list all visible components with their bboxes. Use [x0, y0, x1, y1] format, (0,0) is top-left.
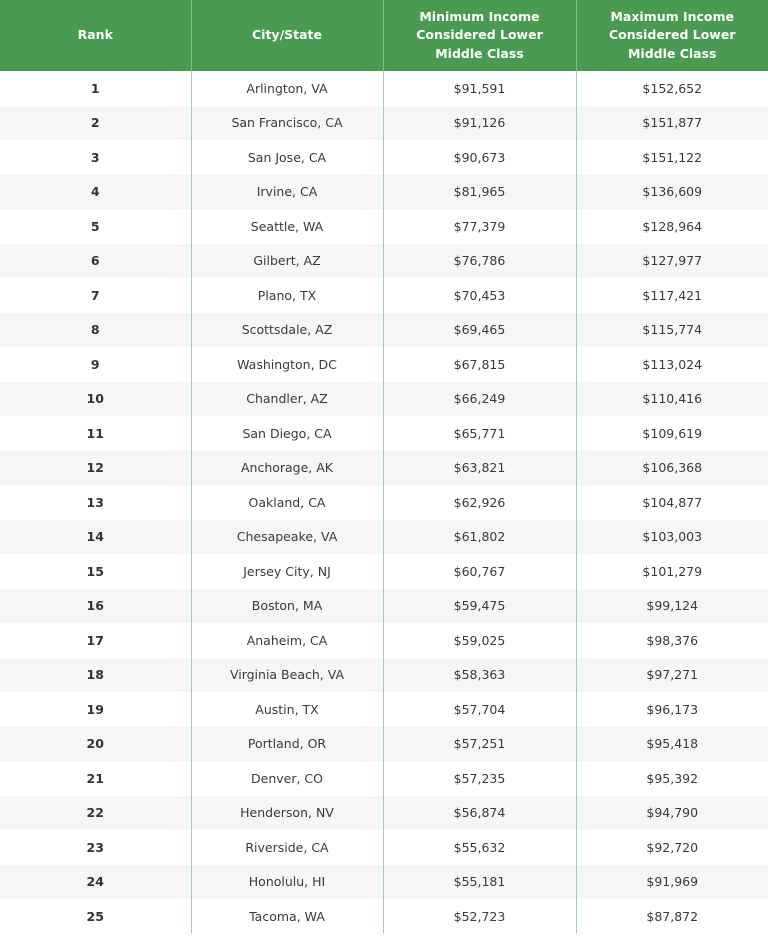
max-income-cell: $109,619	[576, 416, 768, 451]
table-row	[0, 658, 768, 693]
max-income-cell: $115,774	[576, 313, 768, 348]
table-row	[0, 554, 768, 589]
city-cell: Virginia Beach, VA	[191, 658, 383, 693]
min-income-cell: $52,723	[383, 899, 576, 934]
min-income-cell: $90,673	[383, 140, 576, 175]
min-income-cell: $91,591	[383, 71, 576, 106]
city-cell: Scottsdale, AZ	[191, 313, 383, 348]
table-row	[0, 485, 768, 520]
min-income-cell: $91,126	[383, 106, 576, 141]
max-income-cell: $95,418	[576, 727, 768, 762]
table-row	[0, 278, 768, 313]
max-income-cell: $104,877	[576, 485, 768, 520]
table-row	[0, 71, 768, 106]
table-row	[0, 727, 768, 762]
table-row	[0, 761, 768, 796]
min-income-cell: $70,453	[383, 278, 576, 313]
city-cell: Honolulu, HI	[191, 865, 383, 900]
table-row	[0, 140, 768, 175]
min-income-cell: $56,874	[383, 796, 576, 831]
min-income-cell: $60,767	[383, 554, 576, 589]
table-row	[0, 451, 768, 486]
rank-cell: 4	[0, 175, 191, 210]
max-income-cell: $110,416	[576, 382, 768, 417]
city-cell: Chesapeake, VA	[191, 520, 383, 555]
table-row	[0, 830, 768, 865]
rank-cell: 8	[0, 313, 191, 348]
city-cell: San Diego, CA	[191, 416, 383, 451]
max-income-cell: $151,122	[576, 140, 768, 175]
max-income-cell: $136,609	[576, 175, 768, 210]
max-income-cell: $151,877	[576, 106, 768, 141]
max-income-cell: $128,964	[576, 209, 768, 244]
max-income-cell: $97,271	[576, 658, 768, 693]
max-income-cell: $99,124	[576, 589, 768, 624]
min-income-cell: $81,965	[383, 175, 576, 210]
rank-cell: 5	[0, 209, 191, 244]
max-income-cell: $92,720	[576, 830, 768, 865]
city-cell: Riverside, CA	[191, 830, 383, 865]
table-row	[0, 244, 768, 279]
max-income-cell: $101,279	[576, 554, 768, 589]
rank-cell: 25	[0, 899, 191, 934]
max-income-cell: $127,977	[576, 244, 768, 279]
min-income-cell: $77,379	[383, 209, 576, 244]
table-row	[0, 347, 768, 382]
table-body	[0, 71, 768, 934]
table-row	[0, 623, 768, 658]
min-income-cell: $69,465	[383, 313, 576, 348]
max-income-cell: $96,173	[576, 692, 768, 727]
city-cell: Boston, MA	[191, 589, 383, 624]
rank-cell: 16	[0, 589, 191, 624]
city-cell: Portland, OR	[191, 727, 383, 762]
max-income-cell: $87,872	[576, 899, 768, 934]
max-income-cell: $152,652	[576, 71, 768, 106]
header-rank: Rank	[0, 0, 191, 71]
city-cell: Arlington, VA	[191, 71, 383, 106]
city-cell: Plano, TX	[191, 278, 383, 313]
rank-cell: 11	[0, 416, 191, 451]
min-income-cell: $58,363	[383, 658, 576, 693]
min-income-cell: $57,704	[383, 692, 576, 727]
min-income-cell: $63,821	[383, 451, 576, 486]
rank-cell: 13	[0, 485, 191, 520]
city-cell: Denver, CO	[191, 761, 383, 796]
rank-cell: 6	[0, 244, 191, 279]
city-cell: San Jose, CA	[191, 140, 383, 175]
min-income-cell: $66,249	[383, 382, 576, 417]
city-cell: San Francisco, CA	[191, 106, 383, 141]
max-income-cell: $117,421	[576, 278, 768, 313]
city-cell: Henderson, NV	[191, 796, 383, 831]
rank-cell: 9	[0, 347, 191, 382]
max-income-cell: $113,024	[576, 347, 768, 382]
min-income-cell: $65,771	[383, 416, 576, 451]
city-cell: Seattle, WA	[191, 209, 383, 244]
rank-cell: 23	[0, 830, 191, 865]
max-income-cell: $106,368	[576, 451, 768, 486]
header-row	[0, 0, 768, 71]
min-income-cell: $67,815	[383, 347, 576, 382]
city-cell: Anchorage, AK	[191, 451, 383, 486]
header-city-state: City/State	[191, 0, 383, 71]
rank-cell: 2	[0, 106, 191, 141]
min-income-cell: $61,802	[383, 520, 576, 555]
city-cell: Tacoma, WA	[191, 899, 383, 934]
table-row	[0, 382, 768, 417]
rank-cell: 3	[0, 140, 191, 175]
min-income-cell: $59,475	[383, 589, 576, 624]
rank-cell: 19	[0, 692, 191, 727]
rank-cell: 24	[0, 865, 191, 900]
max-income-cell: $103,003	[576, 520, 768, 555]
rank-cell: 18	[0, 658, 191, 693]
rank-cell: 15	[0, 554, 191, 589]
city-cell: Washington, DC	[191, 347, 383, 382]
table-row	[0, 589, 768, 624]
rank-cell: 22	[0, 796, 191, 831]
city-cell: Austin, TX	[191, 692, 383, 727]
table-row	[0, 416, 768, 451]
table-row	[0, 175, 768, 210]
table-row	[0, 865, 768, 900]
rank-cell: 17	[0, 623, 191, 658]
table-row	[0, 209, 768, 244]
max-income-cell: $94,790	[576, 796, 768, 831]
max-income-cell: $98,376	[576, 623, 768, 658]
city-cell: Chandler, AZ	[191, 382, 383, 417]
rank-cell: 10	[0, 382, 191, 417]
max-income-cell: $95,392	[576, 761, 768, 796]
table-row	[0, 313, 768, 348]
rank-cell: 12	[0, 451, 191, 486]
header-max-income: Maximum Income Considered Lower Middle Class	[576, 0, 768, 71]
rank-cell: 20	[0, 727, 191, 762]
table-header	[0, 0, 768, 71]
city-cell: Oakland, CA	[191, 485, 383, 520]
table-row	[0, 520, 768, 555]
min-income-cell: $57,235	[383, 761, 576, 796]
city-cell: Jersey City, NJ	[191, 554, 383, 589]
table-row	[0, 796, 768, 831]
rank-cell: 14	[0, 520, 191, 555]
header-min-income: Minimum Income Considered Lower Middle Class	[383, 0, 576, 71]
min-income-cell: $62,926	[383, 485, 576, 520]
city-cell: Anaheim, CA	[191, 623, 383, 658]
min-income-cell: $59,025	[383, 623, 576, 658]
city-cell: Gilbert, AZ	[191, 244, 383, 279]
min-income-cell: $76,786	[383, 244, 576, 279]
table-row	[0, 692, 768, 727]
rank-cell: 21	[0, 761, 191, 796]
city-cell: Irvine, CA	[191, 175, 383, 210]
max-income-cell: $91,969	[576, 865, 768, 900]
rank-cell: 1	[0, 71, 191, 106]
min-income-cell: $55,632	[383, 830, 576, 865]
rank-cell: 7	[0, 278, 191, 313]
min-income-cell: $55,181	[383, 865, 576, 900]
table-row	[0, 899, 768, 934]
table-row	[0, 106, 768, 141]
min-income-cell: $57,251	[383, 727, 576, 762]
